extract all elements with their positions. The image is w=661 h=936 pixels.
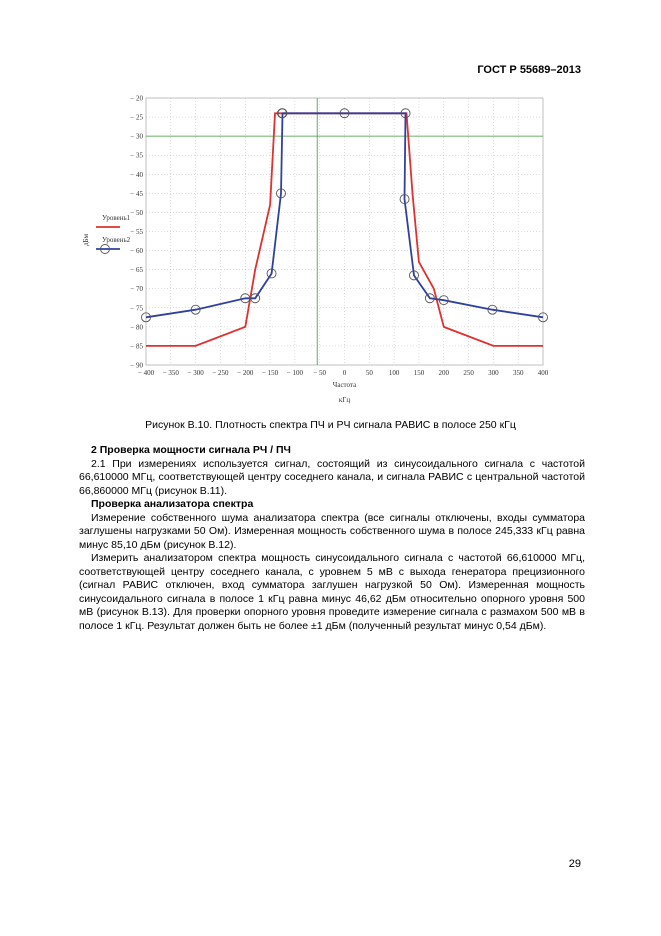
section-3-title: Проверка анализатора спектра <box>91 498 254 510</box>
x-tick-label: − 100 <box>286 369 303 377</box>
y-tick-label: − 50 <box>130 208 143 217</box>
x-axis-label: Частота <box>332 381 357 389</box>
spectrum-chart-svg <box>70 90 560 410</box>
y-tick-label: − 35 <box>130 151 143 160</box>
y-tick-label: − 65 <box>130 266 143 275</box>
document-header: ГОСТ Р 55689–2013 <box>477 64 581 76</box>
x-tick-label: 250 <box>463 369 474 377</box>
section-2-paragraph-1: 2.1 При измерениях используется сигнал, состоящий из синусоидального сигнала с частотой 66,610000 МГц, соответствующей центру соседнего канала, и сигнала РАВИС с центральной частотой 66,860000 МГц (рисунок В.11). <box>79 457 585 497</box>
x-tick-label: − 50 <box>313 369 327 377</box>
x-tick-label: 0 <box>342 369 347 377</box>
legend-label-1: Уровень1 <box>102 214 131 222</box>
x-tick-label: 100 <box>388 369 400 377</box>
body-text <box>79 444 585 633</box>
y-tick-label: − 20 <box>130 94 143 103</box>
x-tick-label: 50 <box>365 369 373 377</box>
section-3-paragraph-2: Измерить анализатором спектра мощность синусоидального сигнала с частотой 66,610000 МГц, соответствующей центру соседнего канала, с уровнем 5 мВ с выхода генератора прецизионного (сигнал РАВИС отключен, вход сумматора заглушен нагрузкой 50 Ом). Измеренная мощность синусоидального сигнала в полосе 1 кГц равна минус 46,62 дБм относительно опорного уровня 500 мВ (рисунок В.13). Для проверки опорного уровня проведите измерение сигнала с размахом 500 мВ в полосе 1 кГц. Результат должен быть не более ±1 дБм (полученный результат минус 0,54 дБм). <box>79 552 585 632</box>
y-tick-label: − 80 <box>130 323 143 332</box>
x-tick-label: − 300 <box>187 369 204 377</box>
x-tick-label: 200 <box>438 369 449 377</box>
x-tick-label: − 200 <box>237 369 254 377</box>
x-tick-label: − 350 <box>162 369 179 377</box>
x-tick-label: 300 <box>488 369 499 377</box>
y-tick-label: − 30 <box>130 132 143 141</box>
x-tick-label: 350 <box>512 369 524 377</box>
y-tick-label: − 40 <box>130 170 143 179</box>
y-tick-label: − 25 <box>130 113 143 122</box>
y-tick-label: − 45 <box>130 189 143 198</box>
x-tick-label: − 150 <box>261 369 279 377</box>
y-tick-label: − 55 <box>130 228 143 236</box>
section-3-paragraph-1: Измерение собственного шума анализатора спектра (все сигналы отключены, входы сумматора заглушены нагрузками 50 Ом). Измеренная мощность собственного шума в полосе 245,333 кГц равна минус 85,10 дБм (рисунок В.12). <box>79 511 585 551</box>
spectrum-chart <box>70 90 560 410</box>
y-tick-label: − 70 <box>130 285 143 294</box>
x-tick-label: 400 <box>537 369 549 377</box>
y-tick-label: − 85 <box>130 342 143 351</box>
x-axis-unit: кГц <box>338 396 351 404</box>
y-axis-label: дБм <box>82 233 90 247</box>
x-tick-label: − 250 <box>212 369 229 377</box>
legend-label-2: Уровень2 <box>102 236 131 244</box>
x-tick-label: − 400 <box>137 369 155 377</box>
y-tick-label: − 75 <box>130 304 143 313</box>
section-2-title: 2 Проверка мощности сигнала РЧ / ПЧ <box>91 444 291 456</box>
figure-caption: Рисунок В.10. Плотность спектра ПЧ и РЧ сигнала РАВИС в полосе 250 кГц <box>145 419 516 431</box>
page-number: 29 <box>568 858 581 870</box>
x-tick-label: 150 <box>413 369 425 377</box>
y-tick-label: − 90 <box>130 361 143 370</box>
y-tick-label: − 60 <box>130 247 143 256</box>
